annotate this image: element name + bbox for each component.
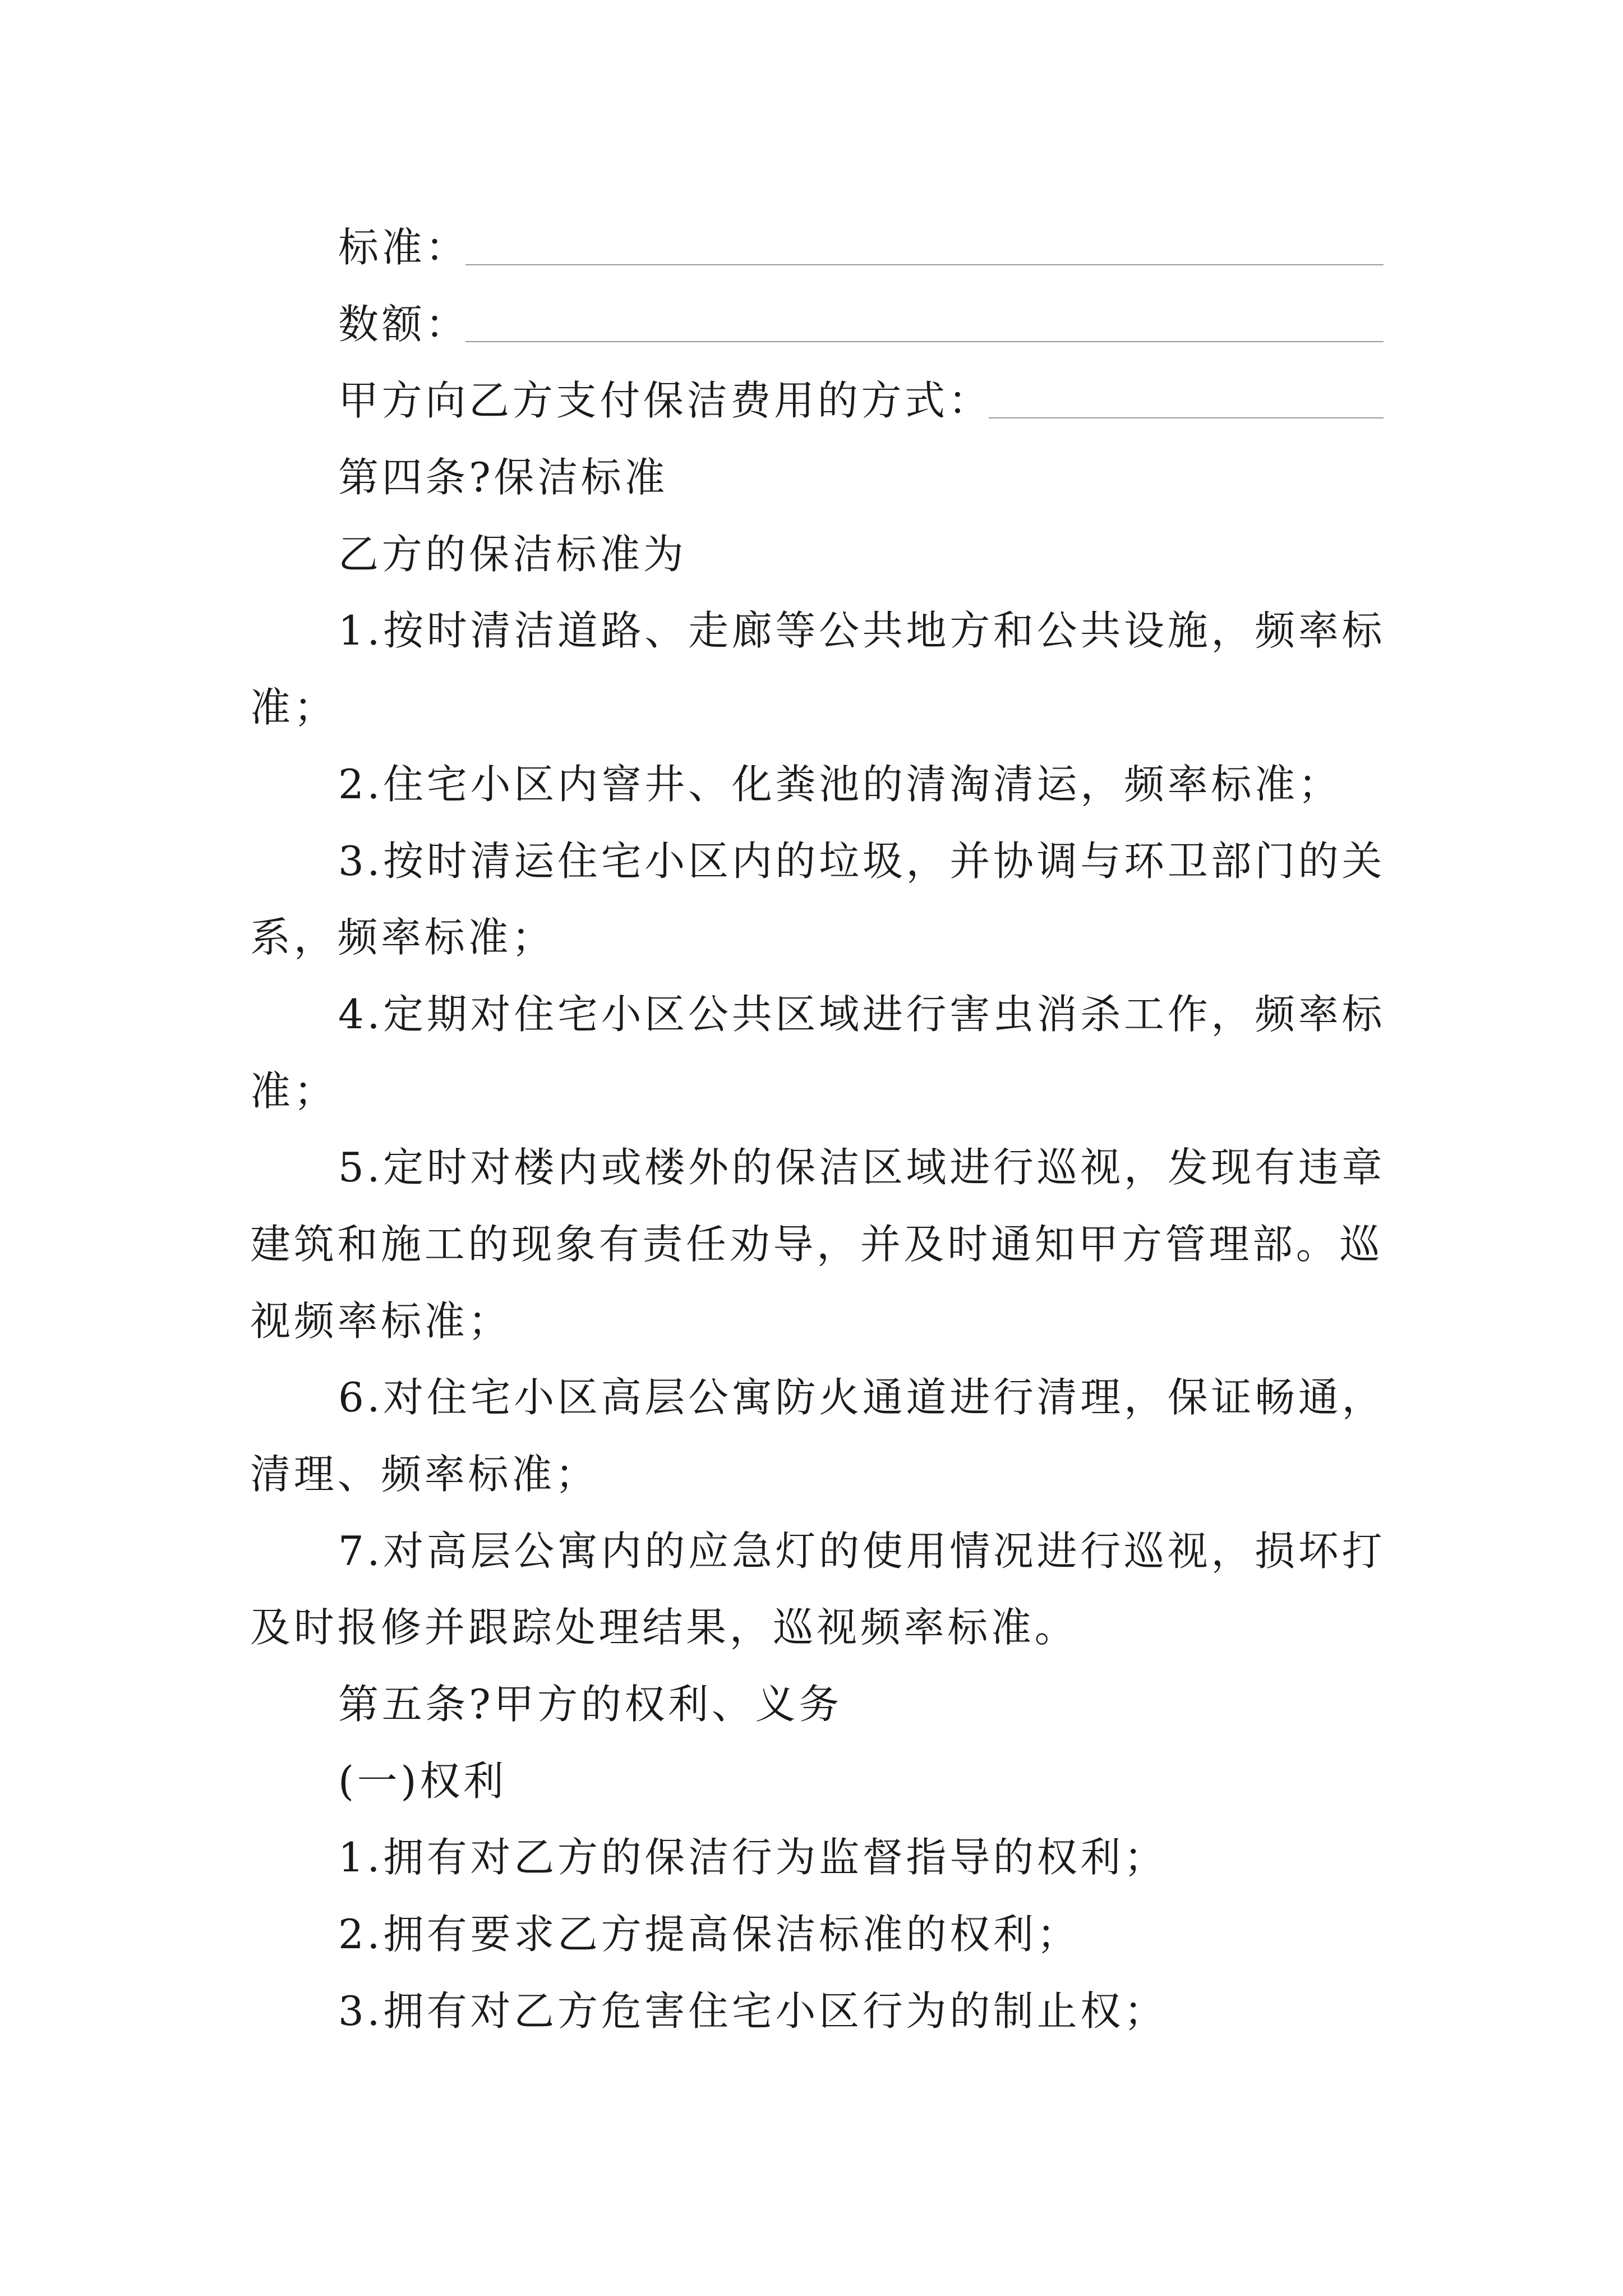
list-item bbox=[250, 1513, 1428, 1666]
paragraph-line: 6.对住宅小区高层公寓防火通道进行清理，保证畅通， bbox=[338, 1374, 1386, 1421]
paragraph-line: 系，频率标准； bbox=[250, 914, 555, 961]
section-heading-article-4: 第四条?保洁标准 bbox=[338, 454, 668, 501]
paragraph-line: 2.拥有要求乙方提高保洁标准的权利； bbox=[338, 1911, 1081, 1958]
field-label: 标准： bbox=[338, 224, 469, 271]
paragraph-line: 1.拥有对乙方的保洁行为监督指导的权利； bbox=[338, 1834, 1168, 1881]
paragraph-intro: 乙方的保洁标准为 bbox=[338, 530, 687, 578]
paragraph-line: 4.定期对住宅小区公共区域进行害虫消杀工作，频率标 bbox=[338, 990, 1386, 1038]
field-label: 甲方向乙方支付保洁费用的方式： bbox=[338, 377, 992, 425]
subsection-heading: (一)权利 bbox=[338, 1757, 507, 1805]
paragraph-line: 准； bbox=[250, 1067, 338, 1115]
paragraph-line: 1.按时清洁道路、走廊等公共地方和公共设施，频率标 bbox=[338, 607, 1386, 655]
list-item bbox=[250, 592, 1428, 746]
list-item bbox=[250, 1359, 1428, 1512]
paragraph-line: 3.按时清运住宅小区内的垃圾，并协调与环卫部门的关 bbox=[338, 837, 1386, 885]
paragraph-line: 建筑和施工的现象有责任劝导，并及时通知甲方管理部。巡 bbox=[250, 1220, 1384, 1268]
list-item bbox=[250, 976, 1428, 1129]
paragraph-line: 视频率标准； bbox=[250, 1297, 512, 1345]
document-page bbox=[250, 209, 1428, 2050]
field-blank-line bbox=[465, 209, 1384, 265]
field-row-payment-method bbox=[250, 362, 1384, 439]
field-label: 数额： bbox=[338, 300, 469, 348]
field-blank-line bbox=[465, 286, 1384, 342]
field-row-amount bbox=[250, 286, 1384, 363]
list-item bbox=[250, 823, 1428, 976]
paragraph-line: 5.定时对楼内或楼外的保洁区域进行巡视，发现有违章 bbox=[338, 1144, 1386, 1191]
list-item bbox=[250, 746, 1428, 823]
field-blank-line bbox=[989, 362, 1384, 418]
list-item bbox=[250, 1819, 1428, 1896]
section-heading-article-5: 第五条?甲方的权利、义务 bbox=[338, 1681, 843, 1728]
list-item bbox=[250, 1129, 1428, 1359]
field-row-standard bbox=[250, 209, 1384, 286]
paragraph-line: 7.对高层公寓内的应急灯的使用情况进行巡视，损坏打 bbox=[338, 1527, 1386, 1575]
list-item bbox=[250, 1973, 1428, 2050]
list-item bbox=[250, 1896, 1428, 1973]
paragraph-line: 清理、频率标准； bbox=[250, 1451, 599, 1498]
paragraph-line: 准； bbox=[250, 684, 338, 731]
paragraph-line: 3.拥有对乙方危害住宅小区行为的制止权； bbox=[338, 1987, 1168, 2035]
paragraph-line: 2.住宅小区内窨井、化粪池的清淘清运，频率标准； bbox=[338, 760, 1342, 808]
paragraph-line: 及时报修并跟踪处理结果，巡视频率标准。 bbox=[250, 1604, 1078, 1651]
